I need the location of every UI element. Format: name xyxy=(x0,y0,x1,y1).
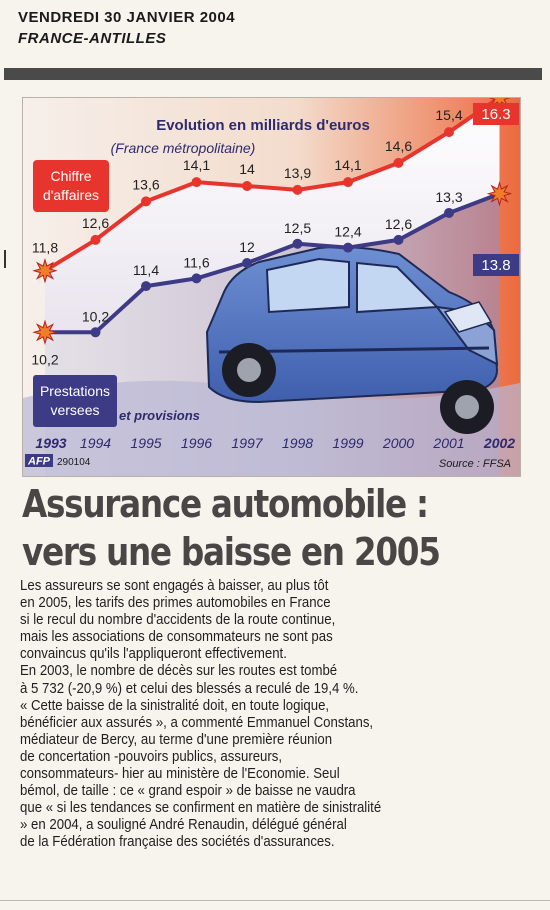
data-label: 10,2 xyxy=(81,308,110,325)
data-label: 12,5 xyxy=(283,219,312,236)
car-rear-window xyxy=(267,259,349,312)
legend-services-line1: Prestations xyxy=(39,383,111,399)
data-label: 12,6 xyxy=(81,214,110,231)
legend-services-line3: et provisions xyxy=(119,408,200,423)
data-point xyxy=(141,281,151,291)
data-label: 11,4 xyxy=(132,262,160,279)
chart-svg xyxy=(23,98,520,476)
data-point xyxy=(444,208,454,218)
credit-code: 290104 xyxy=(57,457,91,468)
x-tick-label: 1994 xyxy=(79,435,112,451)
x-tick-label: 1993 xyxy=(35,435,67,451)
body-line: si le recul du nombre d'accidents de la route continue, xyxy=(20,612,336,629)
data-label: 14,6 xyxy=(384,137,413,154)
data-point xyxy=(394,158,404,168)
data-point xyxy=(242,258,252,268)
x-tick-label: 2002 xyxy=(483,435,516,451)
body-line: En 2003, le nombre de décès sur les routes est tombé xyxy=(20,663,338,680)
data-point xyxy=(91,327,101,337)
page-bottom-rule xyxy=(0,900,550,901)
legend-services-line2: versees xyxy=(50,402,100,418)
point-star-marker xyxy=(34,260,56,282)
chart-source: Source : FFSA xyxy=(438,458,511,470)
data-label: 14,1 xyxy=(182,157,211,174)
x-tick-label: 1999 xyxy=(332,435,364,451)
headline-line-2: vers une baisse en 2005 xyxy=(22,530,440,574)
data-point xyxy=(242,181,252,191)
data-label: 11,6 xyxy=(183,254,210,271)
legend-turnover xyxy=(33,160,109,212)
data-point xyxy=(293,185,303,195)
data-point xyxy=(192,177,202,187)
data-point xyxy=(343,243,353,253)
data-label: 16.3 xyxy=(481,106,511,123)
point-star-marker xyxy=(34,321,56,343)
point-star-marker xyxy=(489,183,511,205)
body-line: Les assureurs se sont engagés à baisser, au plus tôt xyxy=(20,578,329,594)
newspaper-region: FRANCE-ANTILLES xyxy=(18,30,167,47)
data-label: 13.8 xyxy=(481,257,511,274)
x-tick-label: 1997 xyxy=(231,435,263,451)
body-line: à 5 732 (-20,9 %) et celui des blessés a reculé de 19,4 %. xyxy=(20,680,359,697)
body-line: » en 2004, a souligné André Renaudin, délégué général xyxy=(20,817,347,834)
data-point xyxy=(192,273,202,283)
data-label: 13,3 xyxy=(435,188,463,205)
data-label: 14,1 xyxy=(334,157,362,174)
data-point xyxy=(91,235,101,245)
legend-turnover-line2: d'affaires xyxy=(42,187,100,203)
car-rear-hubcap xyxy=(237,358,261,382)
body-line: consommateurs- hier au ministère de l'Economie. Seul xyxy=(20,766,340,783)
body-line: « Cette baisse de la sinistralité doit, en toute logique, xyxy=(20,697,330,714)
data-label: 13,9 xyxy=(283,164,312,181)
body-line: que « si les tendances se confirment en matière de sinistralité xyxy=(20,800,382,817)
chart-title: Evolution en milliards d'euros xyxy=(156,117,370,134)
data-point xyxy=(141,196,151,206)
data-point xyxy=(343,177,353,187)
body-line: bémol, de taille : ce « grand espoir » de baisse ne vaudra xyxy=(20,783,356,800)
issue-date: VENDREDI 30 JANVIER 2004 xyxy=(18,9,236,26)
credit-agency: AFP xyxy=(28,455,50,468)
x-tick-label: 2001 xyxy=(433,435,465,451)
body-line: médiateur de Bercy, au terme d'une première réunion xyxy=(20,731,333,748)
margin-mark xyxy=(4,250,6,268)
body-line: convaincus qu'ils l'appliqueront effectivement. xyxy=(20,646,287,663)
body-line: en 2005, les tarifs des primes automobiles en France xyxy=(20,595,331,612)
data-label: 12,4 xyxy=(334,223,362,240)
data-label: 13,6 xyxy=(132,176,160,193)
x-tick-label: 1996 xyxy=(180,435,213,451)
header-rule xyxy=(4,68,542,80)
data-label: 14 xyxy=(239,161,255,177)
data-point xyxy=(394,235,404,245)
x-tick-label: 1998 xyxy=(281,435,314,451)
data-label: 11,8 xyxy=(31,239,59,256)
data-label: 15,4 xyxy=(435,107,463,124)
article-headline xyxy=(22,480,461,576)
x-tick-label: 1995 xyxy=(130,435,162,451)
data-label: 12,6 xyxy=(384,215,413,232)
car-front-hubcap xyxy=(455,395,479,419)
body-line: bénéficier aux assurés », a commenté Emmanuel Constans, xyxy=(20,714,374,731)
legend-turnover-line1: Chiffre xyxy=(50,168,92,184)
body-line: de la Fédération française des sociétés d'assurances. xyxy=(20,834,335,851)
chart-subtitle: (France métropolitaine) xyxy=(110,140,256,156)
infographic xyxy=(22,97,521,477)
x-tick-label: 2000 xyxy=(382,435,415,451)
headline-line-1: Assurance automobile : xyxy=(22,482,428,526)
data-label: 10,2 xyxy=(31,351,59,368)
body-line: de concertation -pouvoirs publics, assureurs, xyxy=(20,748,283,765)
data-label: 12 xyxy=(239,239,255,255)
article-body xyxy=(20,578,522,852)
body-line: mais les associations de consommateurs ne sont pas xyxy=(20,629,333,646)
data-point xyxy=(293,239,303,249)
data-point xyxy=(444,127,454,137)
